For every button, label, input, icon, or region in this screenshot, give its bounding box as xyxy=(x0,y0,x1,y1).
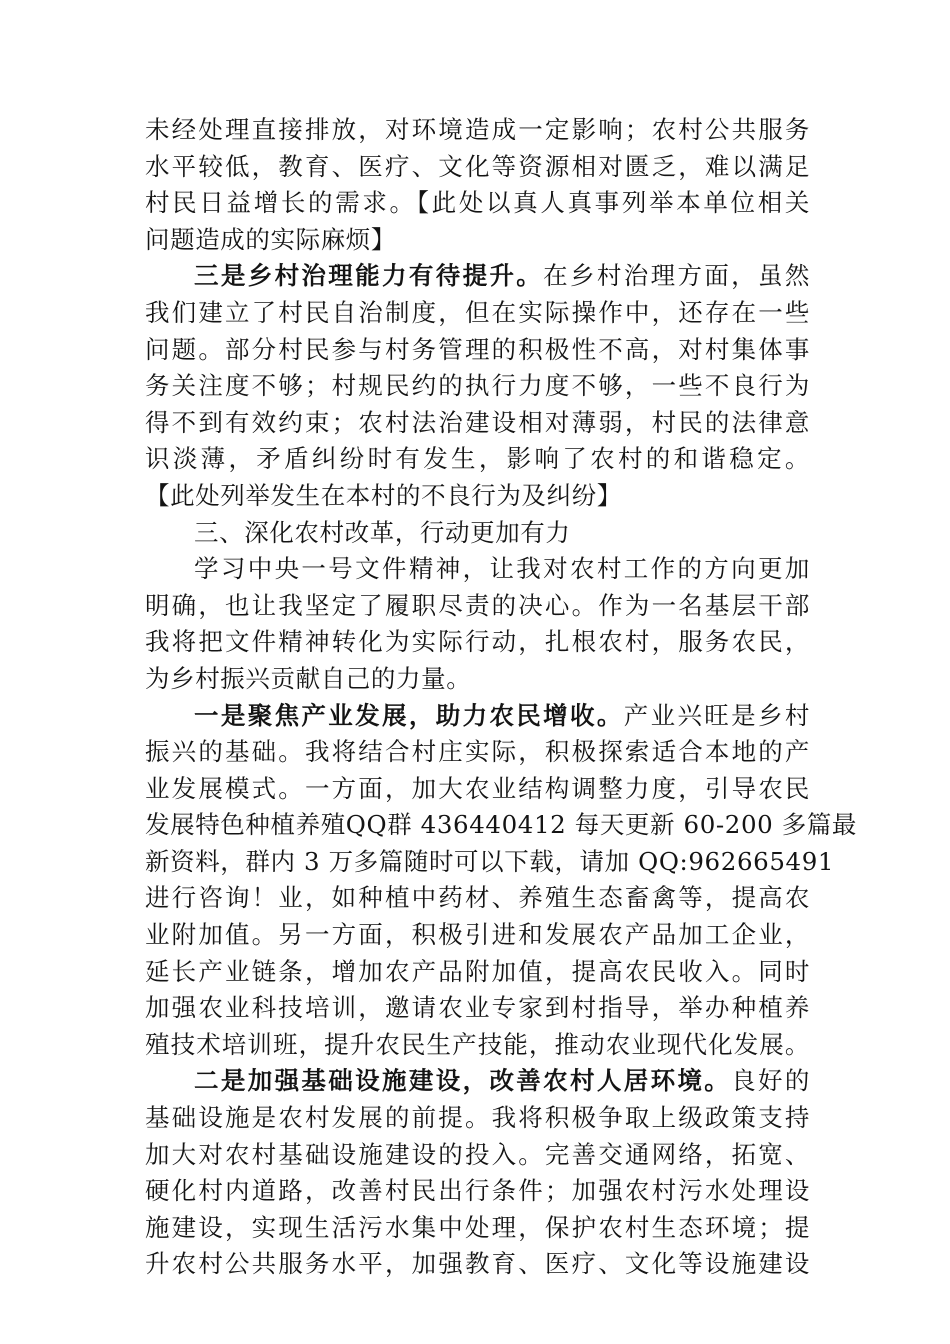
text-line xyxy=(145,258,810,295)
section-heading: 三、深化农村改革，行动更加有力 xyxy=(194,517,571,547)
body-text: 问题。部分村民参与村务管理的积极性不高，对村集体事 xyxy=(145,334,810,364)
text-line xyxy=(145,917,810,954)
body-text: 【此处列举发生在本村的不良行为及纠纷】 xyxy=(145,480,622,510)
text-line xyxy=(145,880,810,917)
text-line xyxy=(145,185,810,222)
text-line xyxy=(145,954,810,991)
text-line xyxy=(145,551,810,588)
text-line xyxy=(145,698,810,735)
body-text: 新资料，群内 3 万多篇随时可以下载，请加 QQ:962665491 xyxy=(145,846,835,876)
body-text: 明确，也让我坚定了履职尽责的决心。作为一名基层干部 xyxy=(145,590,810,620)
bold-lead-sentence: 三是乡村治理能力有待提升。 xyxy=(194,261,544,291)
text-line xyxy=(145,807,858,844)
body-text: 升农村公共服务水平，加强教育、医疗、文化等设施建设 xyxy=(145,1249,810,1279)
text-line xyxy=(145,478,810,515)
text-line xyxy=(145,1027,810,1064)
text-line xyxy=(145,771,810,808)
text-line xyxy=(145,990,810,1027)
body-text: 殖技术培训班，提升农民生产技能，推动农业现代化发展。 xyxy=(145,1029,810,1059)
text-line xyxy=(145,1137,810,1174)
text-line xyxy=(145,661,810,698)
body-text: 为乡村振兴贡献自己的力量。 xyxy=(145,663,472,693)
text-line xyxy=(145,149,810,186)
text-line xyxy=(145,734,810,771)
body-text: 未经处理直接排放，对环境造成一定影响；农村公共服务 xyxy=(145,115,810,144)
body-text: 问题造成的实际麻烦】 xyxy=(145,224,396,254)
body-text: 产业兴旺是乡村 xyxy=(623,700,810,730)
text-line xyxy=(145,844,835,881)
body-text: 良好的 xyxy=(731,1066,810,1096)
text-line xyxy=(145,405,810,442)
body-text: 水平较低，教育、医疗、文化等资源相对匮乏，难以满足 xyxy=(145,151,810,181)
body-text: 业附加值。另一方面，积极引进和发展农产品加工企业， xyxy=(145,920,810,950)
body-text: 村民日益增长的需求。【此处以真人真事列举本单位相关 xyxy=(145,188,810,218)
body-text: 进行咨询！业，如种植中药材、养殖生态畜禽等，提高农 xyxy=(145,883,810,913)
bold-lead-sentence: 二是加强基础设施建设，改善农村人居环境。 xyxy=(194,1066,732,1096)
text-line xyxy=(145,295,810,332)
text-line xyxy=(145,441,810,478)
text-line xyxy=(145,222,810,259)
text-line xyxy=(145,588,810,625)
text-line xyxy=(145,332,810,369)
body-text: 在乡村治理方面，虽然 xyxy=(543,261,810,291)
text-line xyxy=(145,1246,810,1283)
text-line xyxy=(145,624,810,661)
body-text: 延长产业链条，增加农产品附加值，提高农民收入。同时 xyxy=(145,956,810,986)
text-line xyxy=(145,1210,810,1247)
body-text: 务关注度不够；村规民约的执行力度不够，一些不良行为 xyxy=(145,371,810,401)
body-text: 加强农业科技培训，邀请农业专家到村指导，举办种植养 xyxy=(145,993,810,1023)
body-text: 识淡薄，矛盾纠纷时有发生，影响了农村的和谐稳定。 xyxy=(145,444,810,474)
body-text: 基础设施是农村发展的前提。我将积极争取上级政策支持 xyxy=(145,1103,810,1133)
body-text: 施建设，实现生活污水集中处理，保护农村生态环境；提 xyxy=(145,1212,810,1242)
document-body xyxy=(145,112,858,1283)
body-text: 发展特色种植养殖QQ群 436440412 每天更新 60-200 多篇最 xyxy=(145,810,858,840)
text-line xyxy=(145,1063,810,1100)
body-text: 得不到有效约束；农村法治建设相对薄弱，村民的法律意 xyxy=(145,407,810,437)
body-text: 我将把文件精神转化为实际行动，扎根农村，服务农民， xyxy=(145,627,810,657)
text-line xyxy=(145,515,810,552)
body-text: 振兴的基础。我将结合村庄实际，积极探索适合本地的产 xyxy=(145,737,810,767)
body-text: 业发展模式。一方面，加大农业结构调整力度，引导农民 xyxy=(145,773,810,803)
text-line xyxy=(145,112,810,149)
body-text: 硬化村内道路，改善村民出行条件；加强农村污水处理设 xyxy=(145,1176,810,1206)
text-line xyxy=(145,1173,810,1210)
bold-lead-sentence: 一是聚焦产业发展，助力农民增收。 xyxy=(194,700,624,730)
body-text: 加大对农村基础设施建设的投入。完善交通网络，拓宽、 xyxy=(145,1139,810,1169)
text-line xyxy=(145,368,810,405)
body-text: 我们建立了村民自治制度，但在实际操作中，还存在一些 xyxy=(145,297,810,327)
body-text: 学习中央一号文件精神，让我对农村工作的方向更加 xyxy=(194,554,810,584)
text-line xyxy=(145,1100,810,1137)
